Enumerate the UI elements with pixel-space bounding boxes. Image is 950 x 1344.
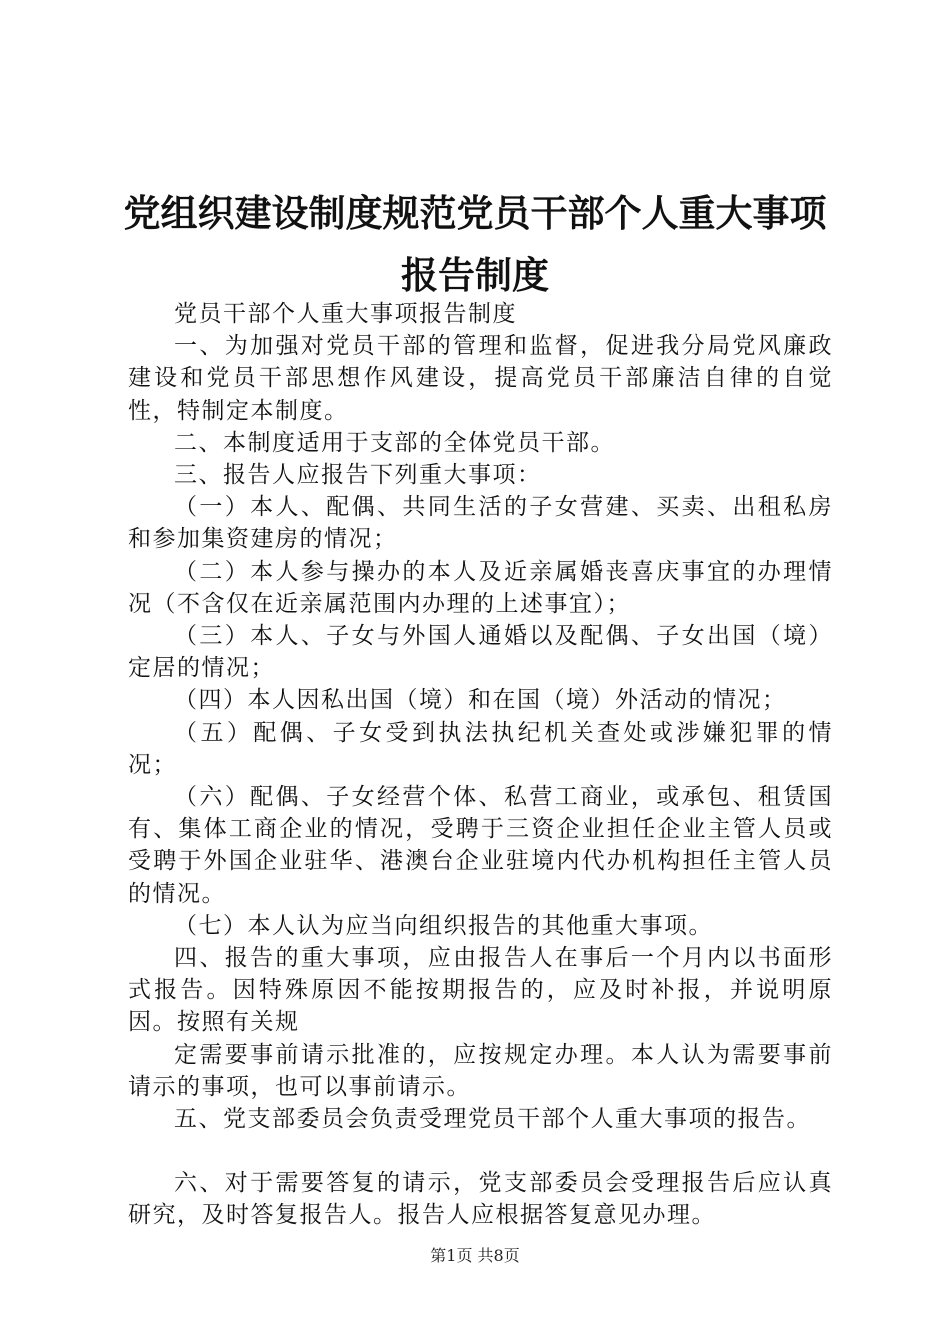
paragraph-item-1: （一）本人、配偶、共同生活的子女营建、买卖、出租私房和参加集资建房的情况； <box>128 494 833 553</box>
paragraph-4: 四、报告的重大事项，应由报告人在事后一个月内以书面形式报告。因特殊原因不能按期报告的，应及时补报，并说明原因。按照有关规 <box>128 945 833 1036</box>
paragraph-item-2: （二）本人参与操办的本人及近亲属婚丧喜庆事宜的办理情况（不含仅在近亲属范围内办理的上述事宜）； <box>128 558 833 617</box>
document-body <box>128 298 833 1232</box>
paragraph-item-6: （六）配偶、子女经营个体、私营工商业，或承包、租赁国有、集体工商企业的情况，受聘于三资企业担任企业主管人员或受聘于外国企业驻华、港澳台企业驻境内代办机构担任主管人员的情况。 <box>128 784 833 907</box>
paragraph-item-7: （七）本人认为应当向组织报告的其他重大事项。 <box>174 912 713 939</box>
paragraph-6: 六、对于需要答复的请示，党支部委员会受理报告后应认真研究，及时答复报告人。报告人应根据答复意见办理。 <box>128 1170 833 1229</box>
paragraph-item-5: （五）配偶、子女受到执法执纪机关查处或涉嫌犯罪的情况； <box>128 719 833 778</box>
paragraph-item-4: （四）本人因私出国（境）和在国（境）外活动的情况； <box>174 687 787 714</box>
paragraph-4-continued: 定需要事前请示批准的，应按规定办理。本人认为需要事前请示的事项，也可以事前请示。 <box>128 1041 833 1100</box>
page-footer: 第1页 共8页 <box>430 1246 520 1265</box>
paragraph-heading: 党员干部个人重大事项报告制度 <box>174 301 517 327</box>
paragraph-item-3: （三）本人、子女与外国人通婚以及配偶、子女出国（境）定居的情况； <box>128 623 833 682</box>
paragraph-2: 二、本制度适用于支部的全体党员干部。 <box>174 429 615 456</box>
paragraph-3: 三、报告人应报告下列重大事项： <box>174 462 542 489</box>
paragraph-5: 五、党支部委员会负责受理党员干部个人重大事项的报告。 <box>174 1106 811 1133</box>
paragraph-1: 一、为加强对党员干部的管理和监督，促进我分局党风廉政建设和党员干部思想作风建设，提高党员干部廉洁自律的自觉性，特制定本制度。 <box>128 333 833 424</box>
document-title: 党组织建设制度规范党员干部个人重大事项报告制度 <box>123 191 827 297</box>
